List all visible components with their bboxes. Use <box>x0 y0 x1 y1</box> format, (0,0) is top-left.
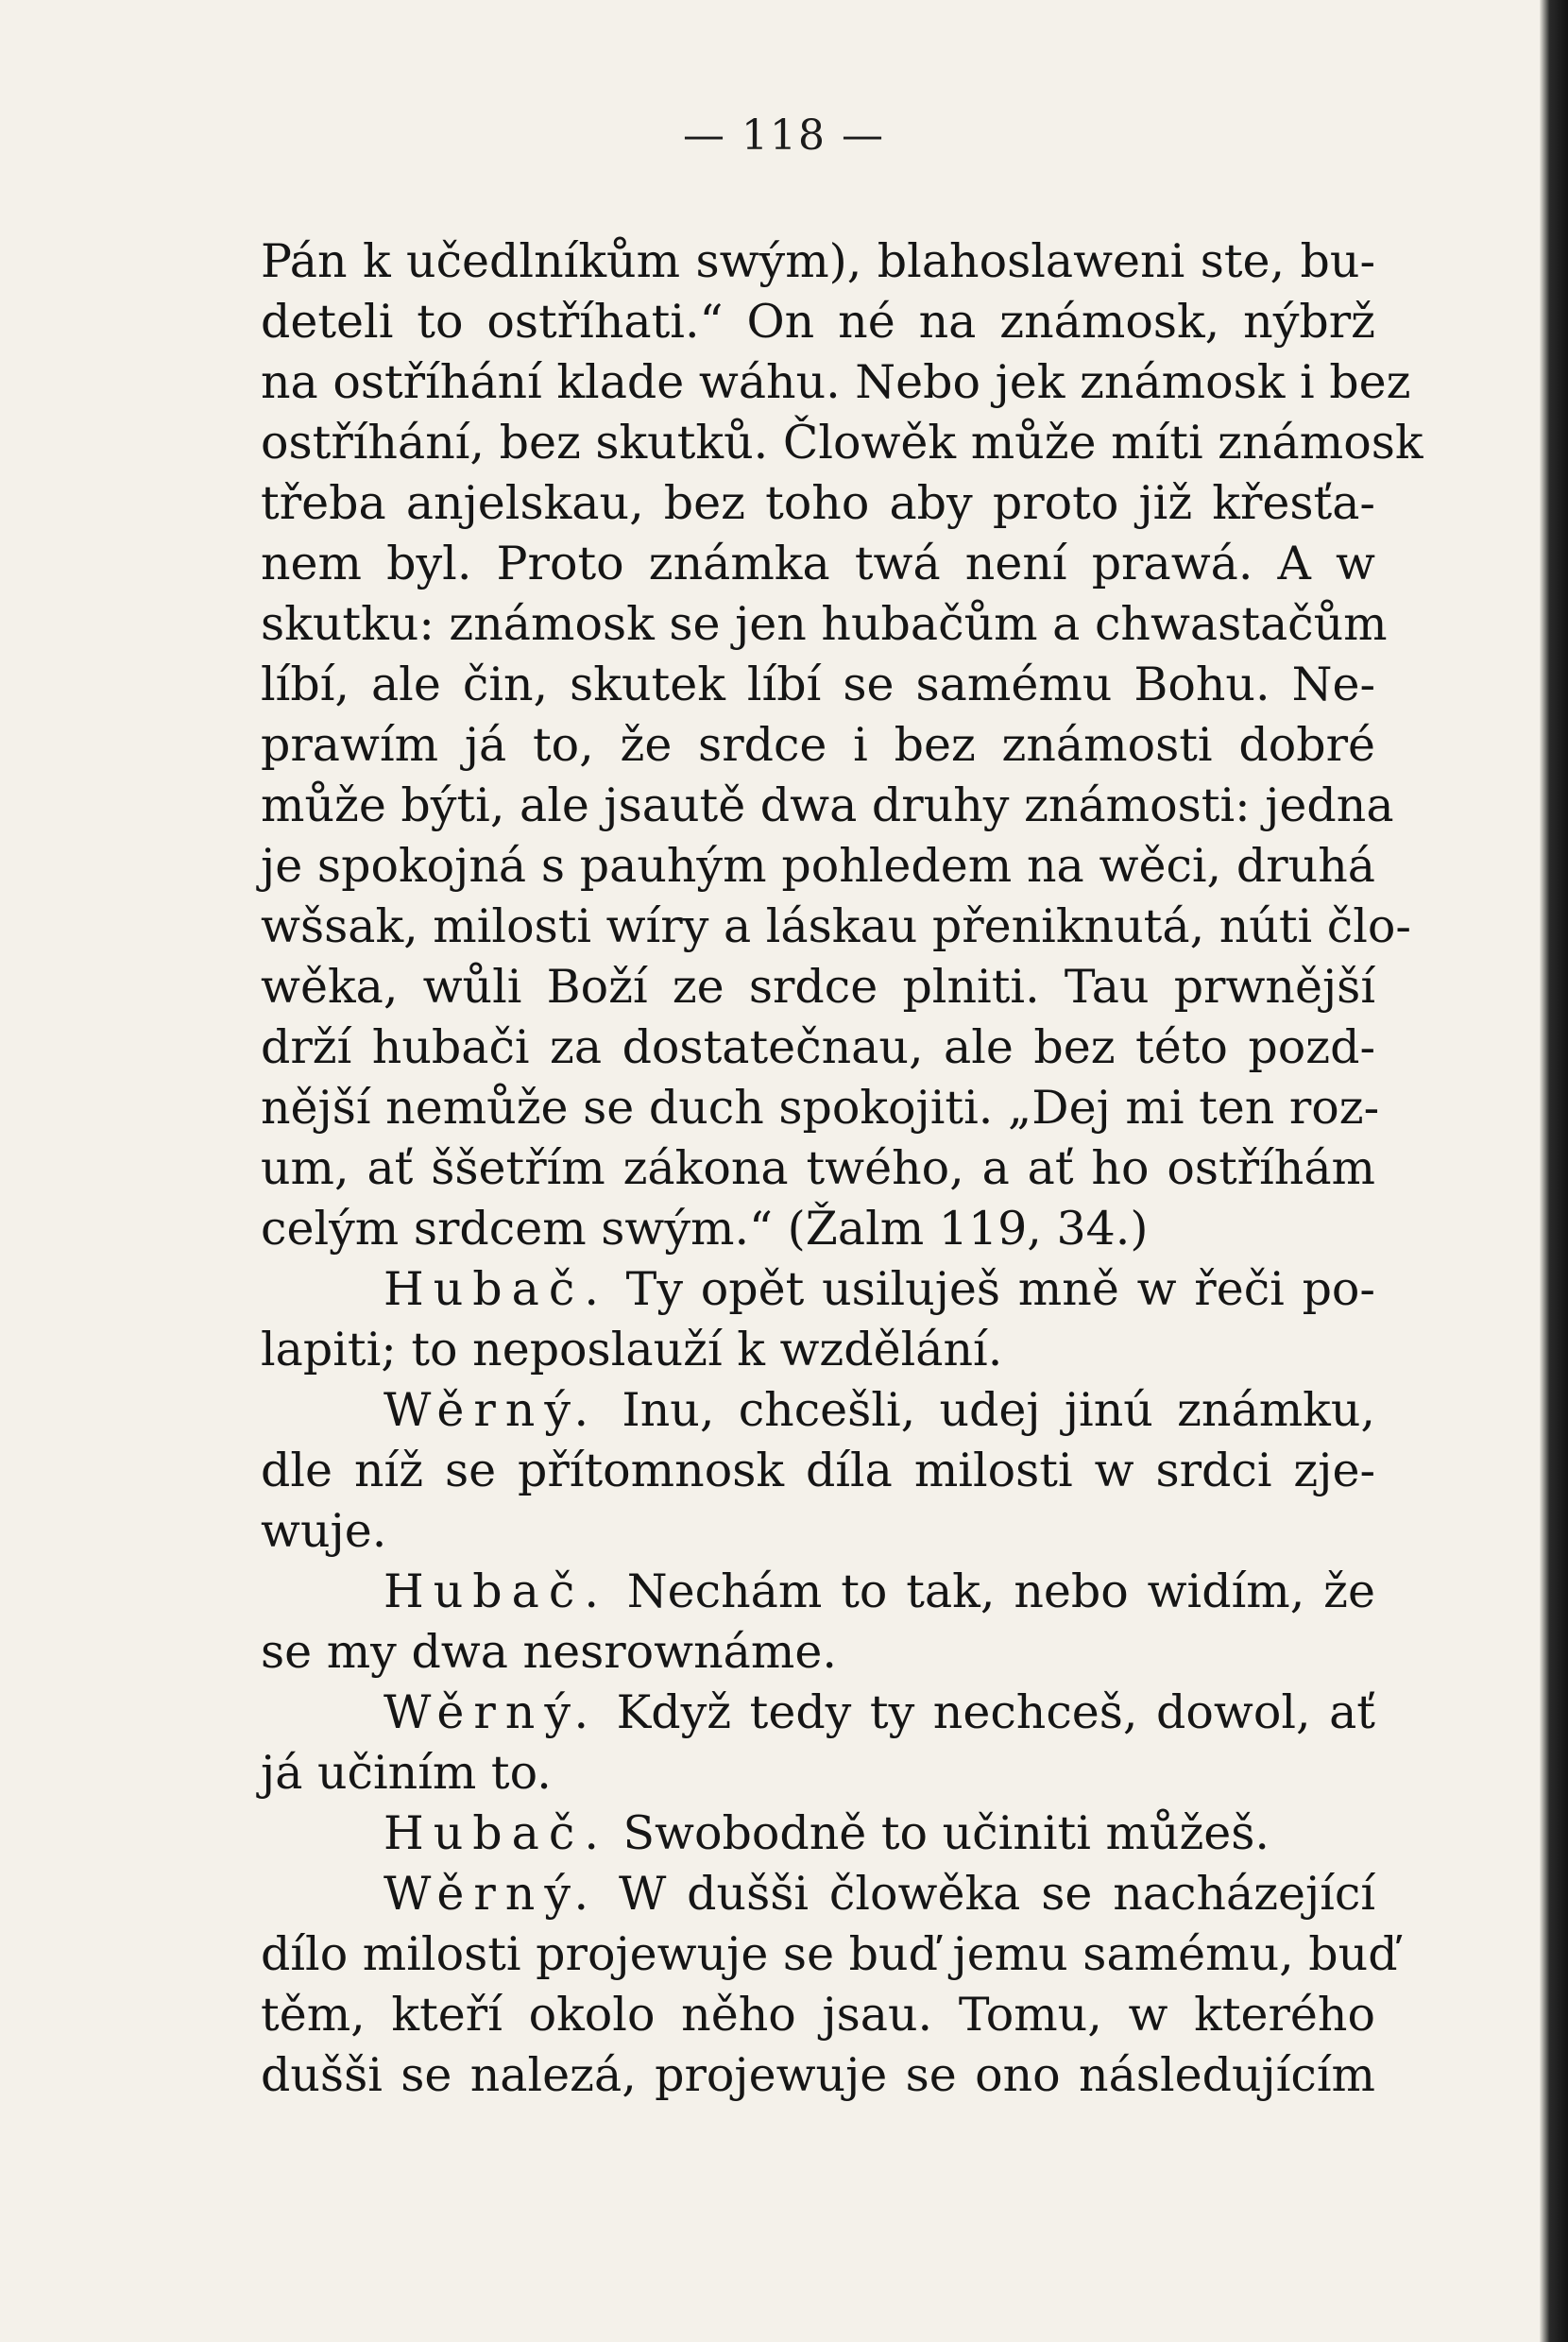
text-line <box>261 1924 1398 1985</box>
line-text: třeba anjelskau, bez toho aby proto již křesťa- <box>261 476 1375 530</box>
line-text: je spokojná s pauhým pohledem na wěci, druhá <box>261 839 1375 893</box>
line-text: se my dwa nesrownáme. <box>261 1625 837 1679</box>
line-text: Swobodně to učiniti můžeš. <box>622 1806 1270 1860</box>
line-text: um, ať ššetřím zákona twého, a ať ho ostříhám <box>261 1141 1375 1195</box>
speaker-name: Hubač. <box>383 1262 608 1316</box>
page-number: — 118 — <box>683 111 885 160</box>
text-line <box>261 534 1375 594</box>
speaker-name: Wěrný. <box>383 1867 599 1921</box>
line-text: wšsak, milosti wíry a láskau přeniknutá, núti člo- <box>261 899 1411 953</box>
text-line <box>261 1380 1375 1441</box>
line-text: Ty opět usiluješ mně w řeči po- <box>625 1262 1375 1316</box>
line-text: dle níž se přítomnosk díla milosti w srdci zje- <box>261 1444 1375 1497</box>
text-line <box>261 1562 1375 1622</box>
text-line <box>261 1622 1375 1683</box>
line-text: drží hubači za dostatečnau, ale bez této pozd- <box>261 1020 1375 1074</box>
text-line <box>261 594 1388 655</box>
page-edge-shadow <box>1540 0 1568 2342</box>
text-line <box>261 1138 1375 1199</box>
line-text: wuje. <box>261 1504 387 1558</box>
line-text: nější nemůže se duch spokojiti. „Dej mi ten roz- <box>261 1081 1380 1135</box>
text-line <box>261 1441 1375 1501</box>
text-line <box>261 1683 1375 1743</box>
text-line <box>261 1985 1375 2045</box>
line-text: Nechám to tak, nebo widím, že <box>626 1564 1375 1618</box>
line-text: já učiním to. <box>261 1746 552 1800</box>
line-text: ostříhání, bez skutků. Člowěk může míti známosk <box>261 416 1423 470</box>
text-line <box>261 352 1411 413</box>
speaker-name: Wěrný. <box>383 1685 599 1739</box>
text-line <box>261 1743 1375 1804</box>
text-line <box>261 1804 1375 1864</box>
line-text: dílo milosti projewuje se buď jemu samému, buď <box>261 1927 1398 1981</box>
text-line <box>261 715 1375 776</box>
text-line <box>261 1864 1375 1924</box>
text-line <box>261 1259 1375 1320</box>
text-line <box>261 655 1375 715</box>
line-text: skutku: známosk se jen hubačům a chwastačům <box>261 597 1388 651</box>
line-text: Pán k učedlníkům swým), blahoslaweni ste, bu- <box>261 234 1375 288</box>
text-line <box>261 1017 1375 1078</box>
line-text: lapiti; to neposlauží k wzdělání. <box>261 1323 1003 1376</box>
line-text: celým srdcem swým.“ (Žalm 119, 34.) <box>261 1202 1149 1256</box>
text-line <box>261 292 1375 352</box>
line-text: na ostříhání klade wáhu. Nebo jek známosk i bez <box>261 355 1411 409</box>
text-line <box>261 413 1423 473</box>
text-line <box>261 897 1411 957</box>
speaker-name: Hubač. <box>383 1806 608 1860</box>
speaker-name: Wěrný. <box>383 1383 599 1437</box>
text-line <box>261 957 1375 1017</box>
text-line <box>261 1078 1380 1138</box>
text-line <box>261 776 1394 836</box>
text-line <box>261 1320 1375 1380</box>
text-line <box>261 836 1375 897</box>
line-text: líbí, ale čin, skutek líbí se samému Bohu. Ne- <box>261 658 1375 711</box>
text-line <box>261 1199 1375 1259</box>
line-text: deteli to ostříhati.“ On né na známosk, nýbrž <box>261 295 1375 349</box>
line-text: těm, kteří okolo něho jsau. Tomu, w kterého <box>261 1988 1375 2042</box>
speaker-name: Hubač. <box>383 1564 608 1618</box>
text-line <box>261 231 1375 292</box>
text-line <box>261 1501 1375 1562</box>
text-line <box>261 2045 1375 2106</box>
line-text: prawím já to, že srdce i bez známosti dobré <box>261 718 1375 772</box>
line-text: nem byl. Proto známka twá není prawá. A w <box>261 537 1375 590</box>
line-text: může býti, ale jsautě dwa druhy známosti: jedna <box>261 778 1394 832</box>
line-text: wěka, wůli Boží ze srdce plniti. Tau prwnější <box>261 960 1375 1014</box>
text-line <box>261 473 1375 534</box>
line-text: Když tedy ty nechceš, dowol, ať <box>616 1685 1375 1739</box>
line-text: W dušši člowěka se nacházející <box>618 1867 1376 1921</box>
body-text <box>261 231 1423 2106</box>
line-text: Inu, chcešli, udej jinú známku, <box>622 1383 1375 1437</box>
line-text: dušši se nalezá, projewuje se ono následujícím <box>261 2048 1375 2102</box>
